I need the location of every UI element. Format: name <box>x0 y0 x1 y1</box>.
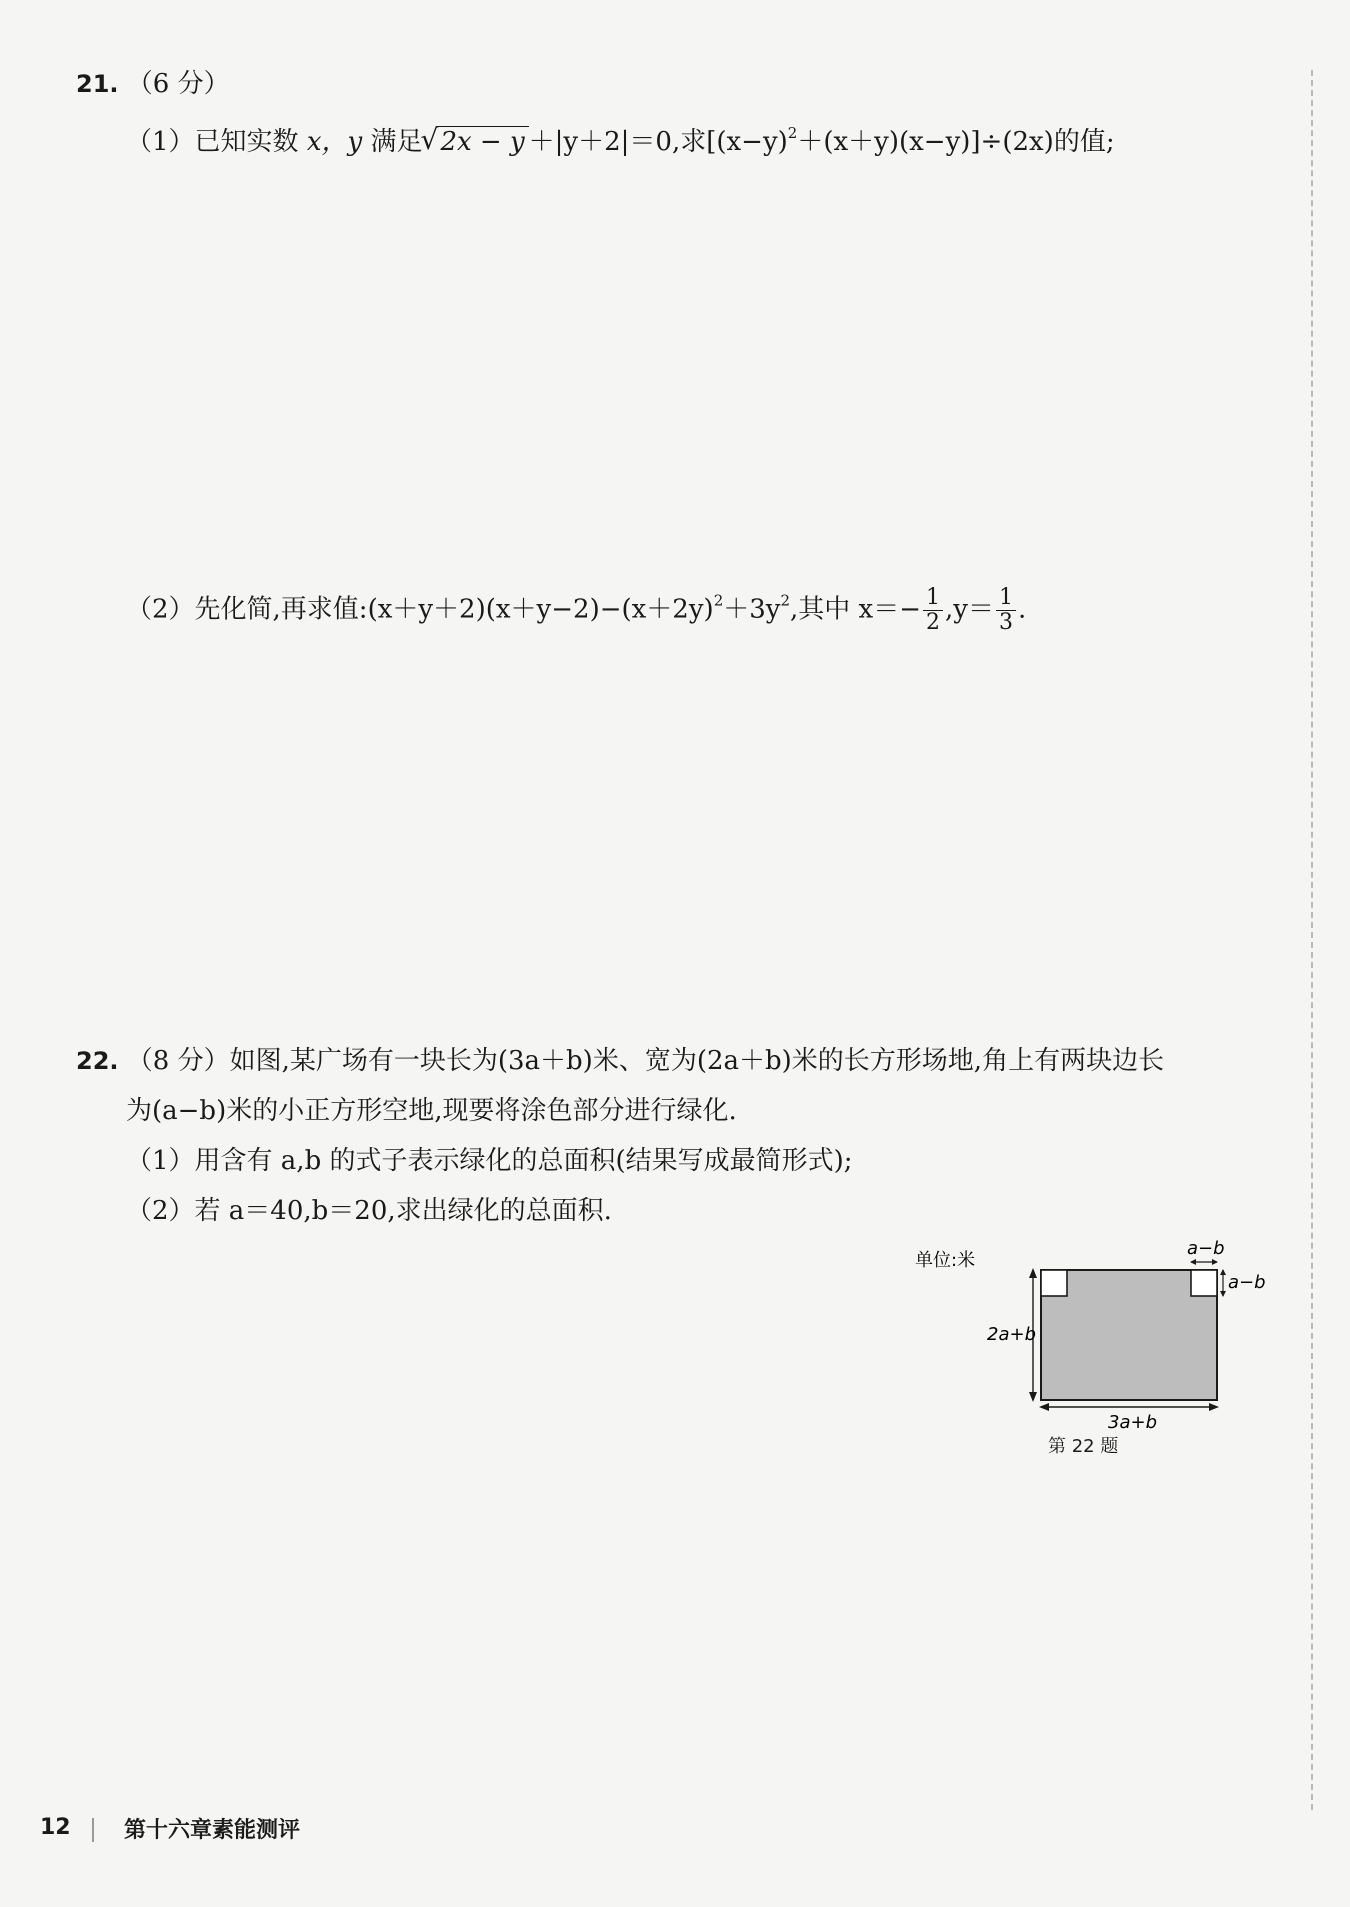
exponent-2: 2 <box>713 591 724 610</box>
fraction-numerator: 1 <box>923 586 943 611</box>
top-dimension-label: a−b <box>1187 1240 1225 1259</box>
fraction-one-third <box>996 586 1016 635</box>
question-22-line-2: 为(a−b)米的小正方形空地,现要将涂色部分进行绿化. <box>126 1096 737 1126</box>
fraction-denominator: 2 <box>926 610 940 635</box>
q21-part2-mid: ＋3y <box>723 594 781 625</box>
q21-part1-satisfy: 满足 <box>370 127 423 157</box>
q21-part2-prefix: （2）先化简,再求值:(x＋y＋2)(x＋y−2)−(x＋2y) <box>126 594 714 625</box>
question-21-number: 21. <box>76 70 119 98</box>
corner-square-left <box>1041 1270 1067 1296</box>
q21-part2-end: . <box>1017 594 1027 625</box>
height-label: 2a+b <box>987 1324 1036 1345</box>
question-22-line-1 <box>76 1041 1164 1081</box>
corner-square-right <box>1191 1270 1217 1296</box>
arrow-left-icon <box>1039 1403 1049 1411</box>
width-label: 3a+b <box>1108 1412 1157 1433</box>
q21-part2-after: ,其中 x＝− <box>790 594 921 625</box>
figure-caption: 第 22 题 <box>1048 1436 1119 1457</box>
fraction-numerator: 1 <box>996 586 1016 611</box>
sqrt-radicand: 2x − y <box>436 126 528 157</box>
side-dimension-label: a−b <box>1228 1272 1266 1293</box>
question-21-header <box>76 64 230 104</box>
page-number: 12 <box>40 1815 71 1840</box>
q21-part1-vars: x，y <box>306 127 363 157</box>
sqrt-expression <box>422 122 528 162</box>
unit-label: 单位:米 <box>915 1250 976 1271</box>
q21-part1-prefix: （1）已知实数 <box>126 127 299 157</box>
q21-part2-ymid: ,y＝ <box>945 594 994 625</box>
arrow-down-small-icon <box>1220 1291 1226 1297</box>
fraction-one-half <box>923 586 943 635</box>
question-22-number: 22. <box>76 1047 119 1075</box>
footer-title: 第十六章素能测评 <box>124 1818 301 1843</box>
arrow-down-icon <box>1029 1392 1037 1402</box>
question-21-score: （6 分） <box>126 69 230 99</box>
question-21-part-2 <box>126 586 1026 635</box>
question-22-part-2: （2）若 a＝40,b＝20,求出绿化的总面积. <box>126 1196 612 1226</box>
question-21-part-1 <box>126 122 1115 162</box>
question-22-text-1: （8 分）如图,某广场有一块长为(3a＋b)米、宽为(2a＋b)米的长方形场地,角上有两块边长 <box>126 1046 1165 1076</box>
arrow-left-small-icon <box>1190 1259 1196 1265</box>
exponent-2: 2 <box>787 124 798 142</box>
arrow-up-icon <box>1029 1268 1037 1278</box>
binding-dashed-line <box>1311 70 1313 1810</box>
exponent-2: 2 <box>780 591 791 610</box>
footer-divider <box>92 1818 94 1842</box>
q21-part1-rest: ＋|y＋2|＝0,求[(x−y) <box>528 127 788 157</box>
fraction-denominator: 3 <box>998 610 1013 635</box>
arrow-right-icon <box>1209 1403 1219 1411</box>
question-22-part-1: （1）用含有 a,b 的式子表示绿化的总面积(结果写成最简形式); <box>126 1146 853 1176</box>
arrow-up-small-icon <box>1220 1269 1226 1275</box>
q21-part1-rest2: ＋(x＋y)(x−y)]÷(2x)的值; <box>797 127 1115 157</box>
arrow-right-small-icon <box>1212 1259 1218 1265</box>
